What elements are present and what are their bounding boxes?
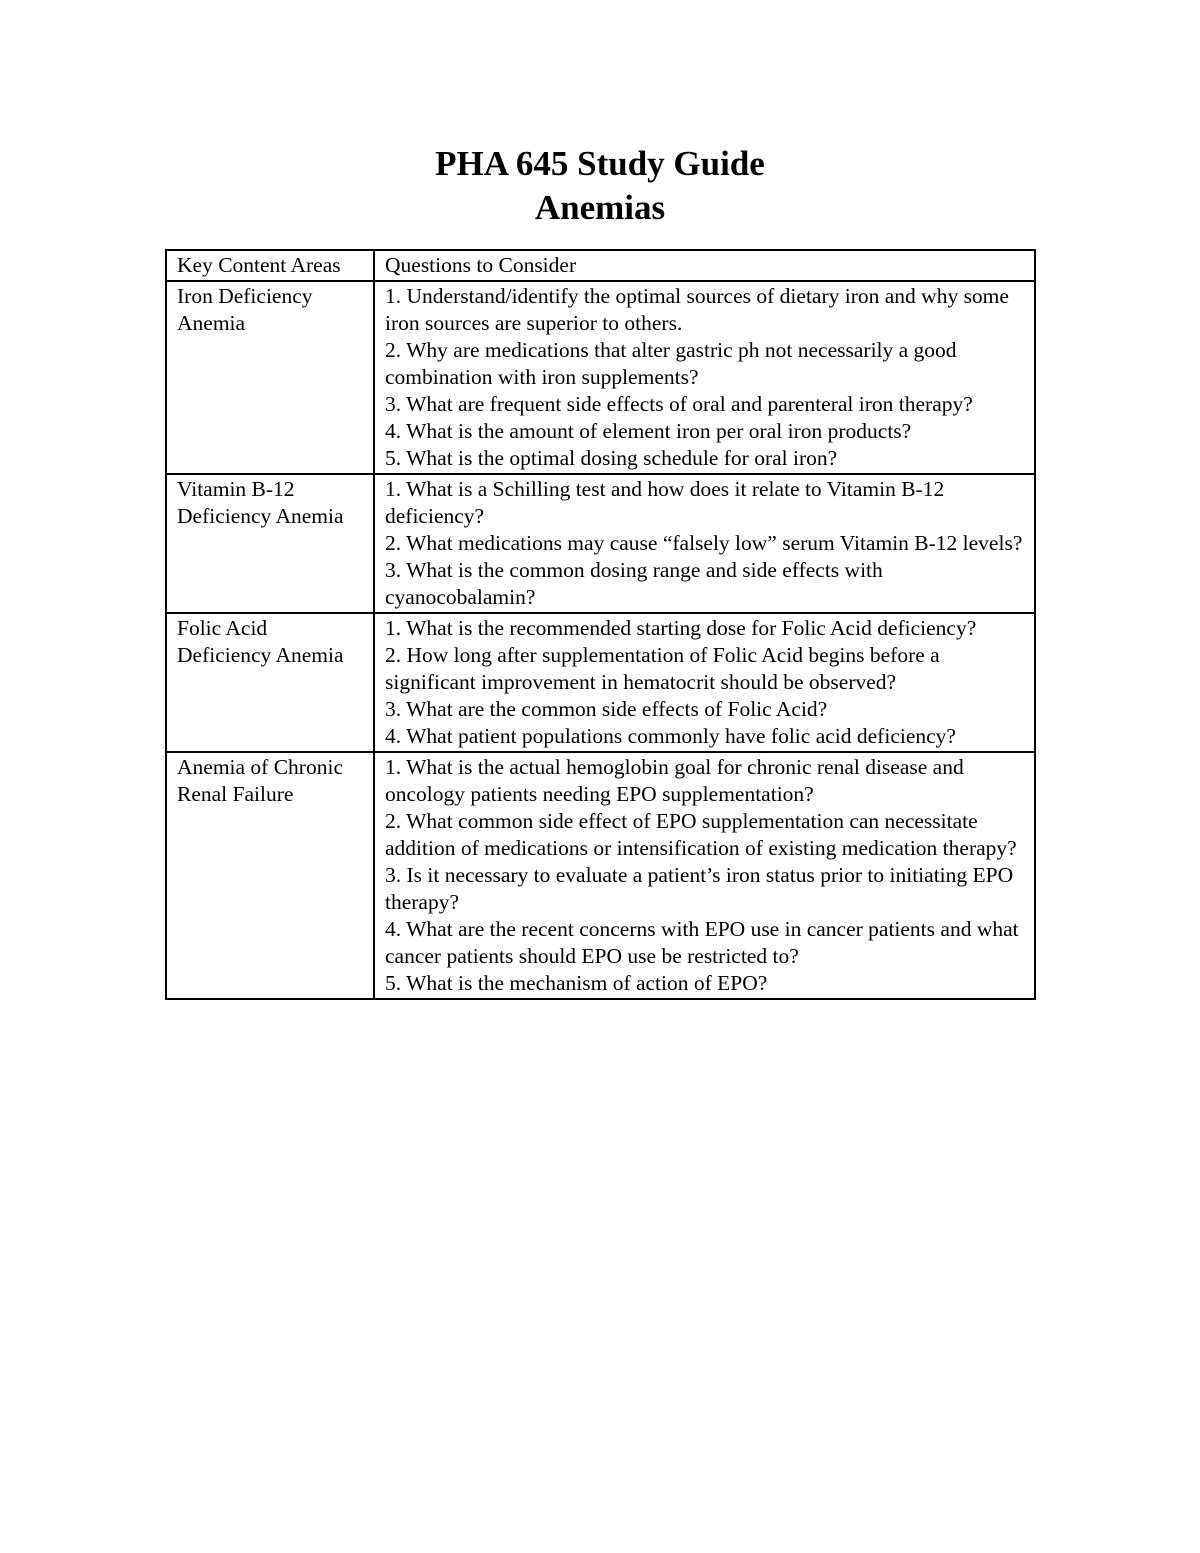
questions-cell bbox=[374, 474, 1035, 613]
content-area-cell: Vitamin B-12 Deficiency Anemia bbox=[166, 474, 374, 613]
question-item: 3. What are frequent side effects of oral and parenteral iron therapy? bbox=[385, 392, 973, 416]
question-item: 3. What is the common dosing range and side effects with cyanocobalamin? bbox=[385, 558, 883, 609]
content-area-cell: Iron Deficiency Anemia bbox=[166, 281, 374, 474]
question-item: 1. What is the actual hemoglobin goal for chronic renal disease and oncology patients needing EPO supplementation? bbox=[385, 755, 964, 806]
study-guide-table bbox=[165, 249, 1036, 1000]
title-block bbox=[0, 142, 1200, 230]
table-row bbox=[166, 281, 1035, 474]
header-questions-to-consider: Questions to Consider bbox=[374, 250, 1035, 281]
content-area-cell: Folic Acid Deficiency Anemia bbox=[166, 613, 374, 752]
document-title: PHA 645 Study Guide bbox=[435, 144, 765, 183]
table-row bbox=[166, 474, 1035, 613]
questions-cell bbox=[374, 281, 1035, 474]
table-row bbox=[166, 613, 1035, 752]
question-item: 1. What is a Schilling test and how does it relate to Vitamin B-12 deficiency? bbox=[385, 477, 945, 528]
questions-cell bbox=[374, 613, 1035, 752]
question-item: 4. What is the amount of element iron per oral iron products? bbox=[385, 419, 912, 443]
question-item: 2. Why are medications that alter gastric ph not necessarily a good combination with iron supplements? bbox=[385, 338, 957, 389]
question-item: 4. What patient populations commonly have folic acid deficiency? bbox=[385, 724, 956, 748]
table-row bbox=[166, 752, 1035, 999]
header-key-content-areas: Key Content Areas bbox=[166, 250, 374, 281]
question-item: 4. What are the recent concerns with EPO use in cancer patients and what cancer patients should EPO use be restricted to? bbox=[385, 917, 1019, 968]
question-item: 1. What is the recommended starting dose for Folic Acid deficiency? bbox=[385, 616, 977, 640]
document-subtitle: Anemias bbox=[534, 188, 666, 227]
question-item: 2. How long after supplementation of Folic Acid begins before a significant improvement in hematocrit should be observed? bbox=[385, 643, 940, 694]
table-header-row bbox=[166, 250, 1035, 281]
question-item: 3. What are the common side effects of Folic Acid? bbox=[385, 697, 828, 721]
question-item: 3. Is it necessary to evaluate a patient’s iron status prior to initiating EPO therapy? bbox=[385, 863, 1014, 914]
question-item: 2. What medications may cause “falsely low” serum Vitamin B-12 levels? bbox=[385, 531, 1023, 555]
question-item: 1. Understand/identify the optimal sources of dietary iron and why some iron sources are superior to others. bbox=[385, 284, 1009, 335]
question-item: 5. What is the optimal dosing schedule for oral iron? bbox=[385, 446, 838, 470]
question-item: 5. What is the mechanism of action of EPO? bbox=[385, 971, 768, 995]
content-area-cell: Anemia of Chronic Renal Failure bbox=[166, 752, 374, 999]
question-item: 2. What common side effect of EPO supplementation can necessitate addition of medications or intensification of existing medication therapy? bbox=[385, 809, 1017, 860]
questions-cell bbox=[374, 752, 1035, 999]
